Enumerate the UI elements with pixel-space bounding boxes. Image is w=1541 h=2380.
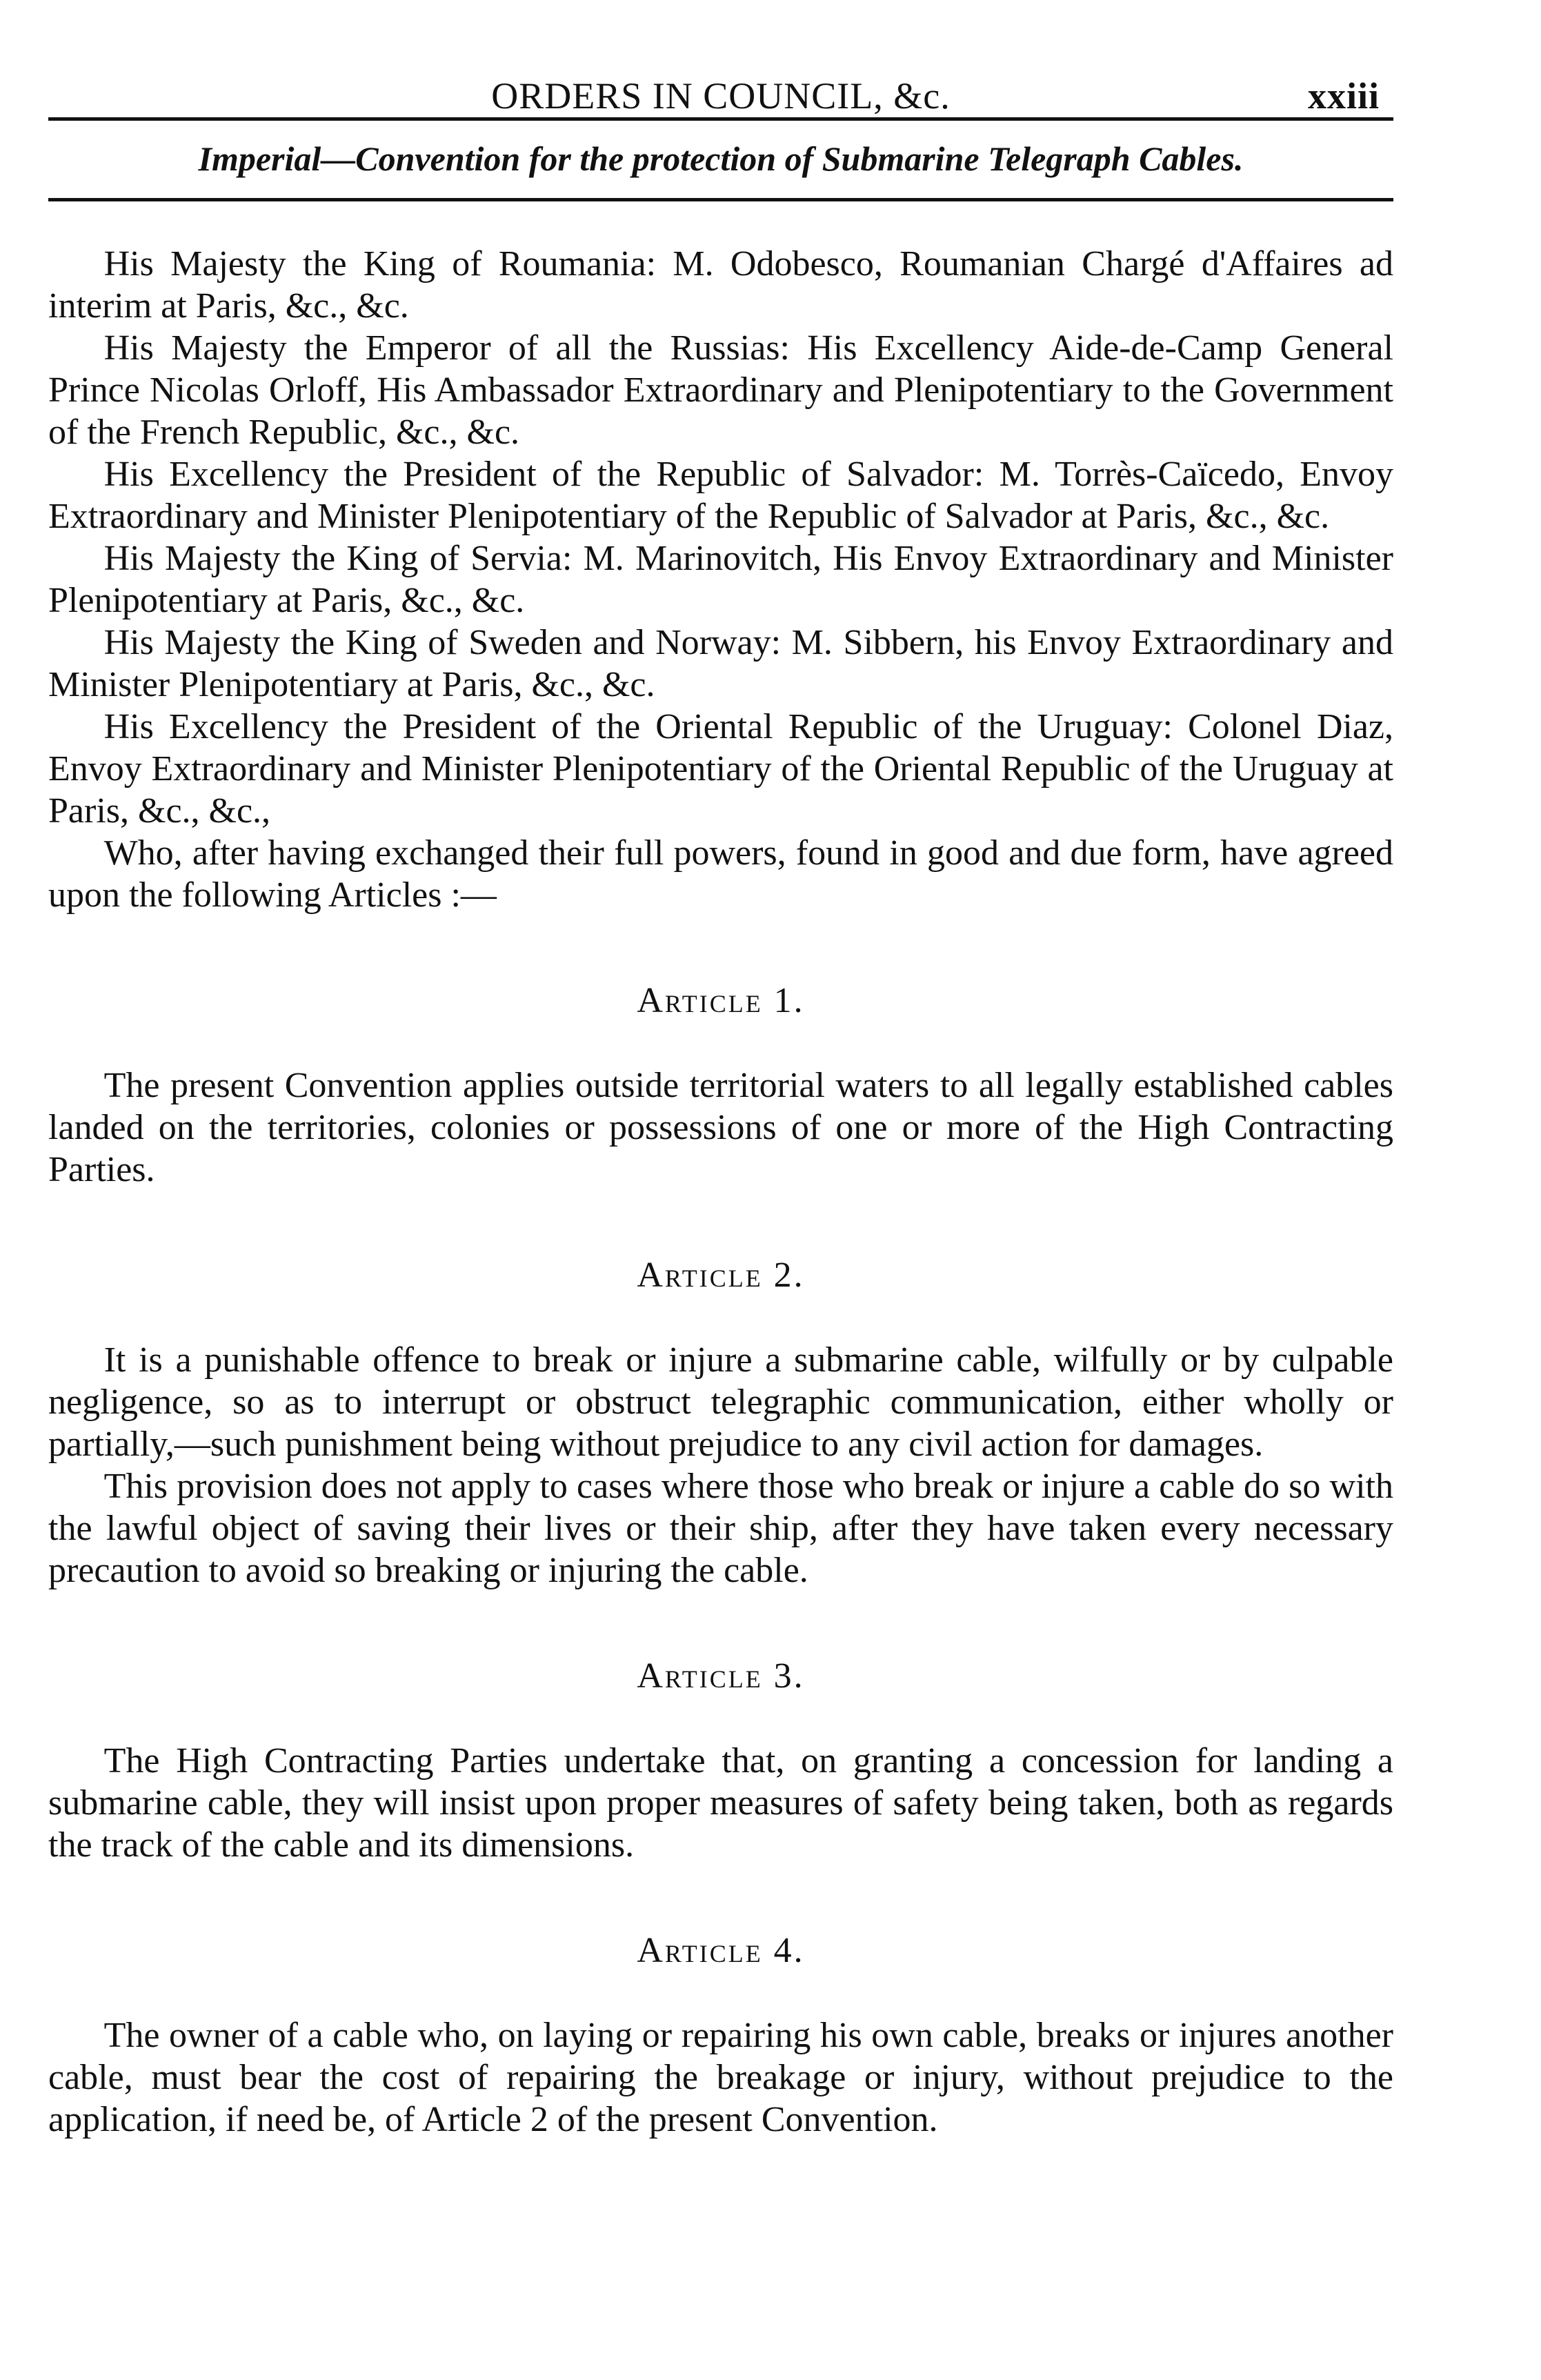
document-page — [48, 55, 1393, 2141]
running-title: ORDERS IN COUNCIL, &c. — [491, 75, 951, 117]
running-head — [48, 55, 1393, 117]
article-heading: Article 3. — [637, 1656, 805, 1696]
bottom-rule — [48, 198, 1393, 201]
article-paragraph: The present Convention applies outside territorial waters to all legally established cables landed on the territories, colonies or possessions of one or more of the High Contracting Parties. — [48, 1066, 1393, 1189]
article-4 — [48, 1930, 1393, 2141]
article-heading: Article 1. — [637, 981, 805, 1020]
article-paragraph: The High Contracting Parties undertake that, on granting a concession for landing a submarine cable, they will insist upon proper measures of safety being taken, both as regards the track of the cable and its dimensions. — [48, 1741, 1393, 1865]
article-paragraph: The owner of a cable who, on laying or repairing his own cable, breaks or injures another cable, must bear the cost of repairing the breakage or injury, without prejudice to the application, if need be, of Article 2 of the present Convention. — [48, 2016, 1393, 2139]
article-paragraph: It is a punishable offence to break or injure a submarine cable, wilfully or by culpable negligence, so as to interrupt or obstruct telegraphic communication, either wholly or partially,—such punishment being without prejudice to any civil action for damages. — [48, 1340, 1393, 1464]
article-1 — [48, 980, 1393, 1191]
article-heading: Article 2. — [637, 1256, 805, 1295]
article-3 — [48, 1655, 1393, 1866]
article-heading: Article 4. — [637, 1931, 805, 1970]
top-rule — [48, 117, 1393, 121]
page-number: xxiii — [1307, 75, 1380, 117]
preamble-paragraph: His Excellency the President of the Oriental Republic of the Uruguay: Colonel Diaz, Envoy Extraordinary and Minister Plenipotentiary of the Oriental Republic of the Uruguay at Paris, &c., &c., — [48, 707, 1393, 831]
section-subheading: Imperial—Convention for the protection of Submarine Telegraph Cables. — [198, 139, 1244, 178]
preamble-paragraph: Who, after having exchanged their full powers, found in good and due form, have agreed upon the following Articles :— — [48, 833, 1393, 915]
preamble-paragraph: His Majesty the King of Roumania: M. Odobesco, Roumanian Chargé d'Affaires ad interim at Paris, &c., &c. — [48, 244, 1393, 326]
article-2 — [48, 1254, 1393, 1591]
preamble-paragraph: His Majesty the King of Sweden and Norway: M. Sibbern, his Envoy Extraordinary and Minister Plenipotentiary at Paris, &c., &c. — [48, 623, 1393, 704]
document-body — [48, 243, 1393, 2141]
article-paragraph: This provision does not apply to cases where those who break or injure a cable do so with the lawful object of saving their lives or their ship, after they have taken every necessary precaution to avoid so breaking or injuring the cable. — [48, 1467, 1393, 1590]
preamble-paragraph: His Majesty the Emperor of all the Russias: His Excellency Aide-de-Camp General Prince Nicolas Orloff, His Ambassador Extraordinary and Plenipotentiary to the Government of the French Republic, &c., &c. — [48, 328, 1393, 452]
preamble-paragraph: His Excellency the President of the Republic of Salvador: M. Torrès-Caïcedo, Envoy Extraordinary and Minister Plenipotentiary of the Republic of Salvador at Paris, &c., &c. — [48, 455, 1393, 536]
preamble-paragraph: His Majesty the King of Servia: M. Marinovitch, His Envoy Extraordinary and Minister Plenipotentiary at Paris, &c., &c. — [48, 539, 1393, 620]
